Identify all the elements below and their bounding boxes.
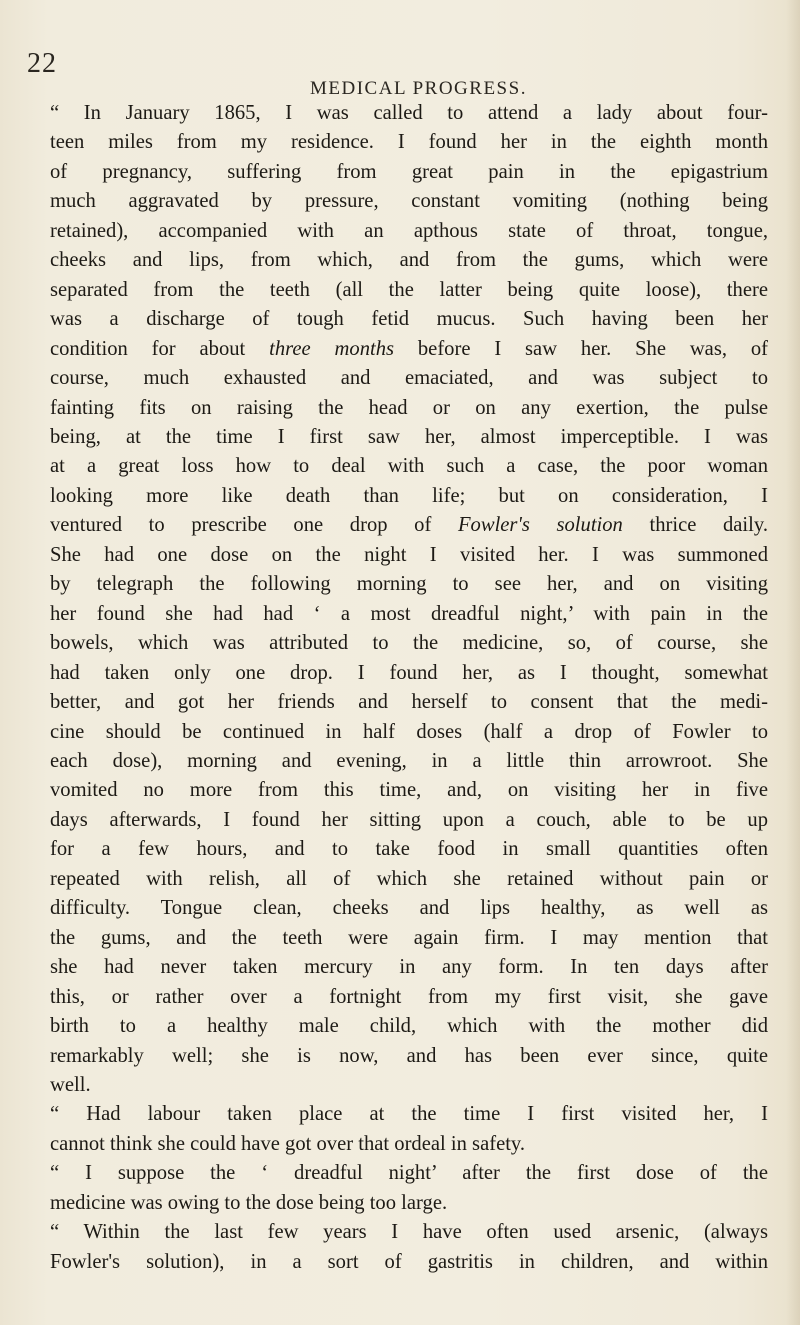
text-line: days afterwards, I found her sitting upon a couch, able to be up [50, 808, 768, 831]
text-line: difficulty. Tongue clean, cheeks and lips healthy, as well as [50, 897, 768, 920]
paragraph-1 [50, 99, 768, 1100]
text-line: by telegraph the following morning to see her, and on visiting [50, 573, 768, 596]
text-line: much aggravated by pressure, constant vomiting (nothing being [50, 190, 768, 213]
text-line: better, and got her friends and herself to consent that the medi- [50, 691, 768, 714]
page-edge-shadow [786, 0, 800, 1325]
italic-phrase: Fowler's solution [457, 514, 623, 537]
text-line: being, at the time I first saw her, almost imperceptible. I was [50, 425, 768, 448]
text-line: separated from the teeth (all the latter being quite loose), there [50, 278, 768, 301]
text-line: Fowler's solution), in a sort of gastritis in children, and within [50, 1250, 768, 1273]
text-span: before I saw her. She was, of [394, 337, 768, 360]
paragraph-2 [50, 1100, 768, 1159]
text-line: bowels, which was attributed to the medicine, so, of course, she [50, 632, 768, 655]
text-line [50, 511, 768, 540]
text-line: looking more like death than life; but on consideration, I [50, 484, 768, 507]
text-line: cannot think she could have got over that ordeal in safety. [50, 1132, 526, 1155]
text-line: “ In January 1865, I was called to attend a lady about four- [50, 102, 768, 124]
text-line: her found she had had ‘ a most dreadful night,’ with pain in the [50, 602, 768, 625]
text-line: each dose), morning and evening, in a little thin arrowroot. She [50, 749, 768, 772]
running-head: MEDICAL PROGRESS. [310, 78, 527, 99]
text-line [50, 335, 768, 364]
text-line: course, much exhausted and emaciated, and was subject to [50, 367, 768, 390]
paragraph-4 [50, 1218, 768, 1277]
text-line: medicine was owing to the dose being too large. [50, 1191, 448, 1214]
text-line: had taken only one drop. I found her, as I thought, somewhat [50, 661, 768, 684]
text-span: ventured to prescribe one drop of [50, 514, 458, 537]
text-line: remarkably well; she is now, and has been ever since, quite [50, 1044, 768, 1067]
text-line: repeated with relish, all of which she retained without pain or [50, 867, 768, 890]
text-line: fainting fits on raising the head or on any exertion, the pulse [50, 396, 768, 419]
text-line: “ I suppose the ‘ dreadful night’ after the first dose of the [50, 1162, 768, 1185]
page-number: 22 [27, 48, 57, 79]
text-line: “ Within the last few years I have often used arsenic, (always [50, 1221, 768, 1244]
text-line: the gums, and the teeth were again firm. I may mention that [50, 926, 768, 949]
italic-phrase: three months [269, 337, 395, 360]
text-line: She had one dose on the night I visited her. I was summoned [50, 543, 768, 566]
text-span: thrice daily. [622, 514, 768, 537]
text-line: of pregnancy, suffering from great pain in the epigastrium [50, 160, 768, 183]
text-line: cine should be continued in half doses (half a drop of Fowler to [50, 720, 768, 743]
paragraph-3 [50, 1159, 768, 1218]
text-line: she had never taken mercury in any form. In ten days after [50, 956, 768, 979]
text-line: “ Had labour taken place at the time I first visited her, I [50, 1103, 768, 1126]
body-text [50, 99, 768, 1277]
text-line: teen miles from my residence. I found her in the eighth month [50, 131, 768, 154]
text-line: for a few hours, and to take food in small quantities often [50, 838, 768, 861]
text-line: at a great loss how to deal with such a case, the poor woman [50, 455, 768, 478]
text-line: vomited no more from this time, and, on visiting her in five [50, 779, 768, 802]
text-line: this, or rather over a fortnight from my first visit, she gave [50, 985, 768, 1008]
text-line: retained), accompanied with an apthous state of throat, tongue, [50, 219, 768, 242]
text-line: cheeks and lips, from which, and from the gums, which were [50, 249, 768, 272]
text-span: condition for about [50, 337, 270, 360]
text-line: well. [50, 1073, 91, 1096]
text-line: was a discharge of tough fetid mucus. Such having been her [50, 308, 768, 331]
text-line: birth to a healthy male child, which with the mother did [50, 1015, 768, 1038]
